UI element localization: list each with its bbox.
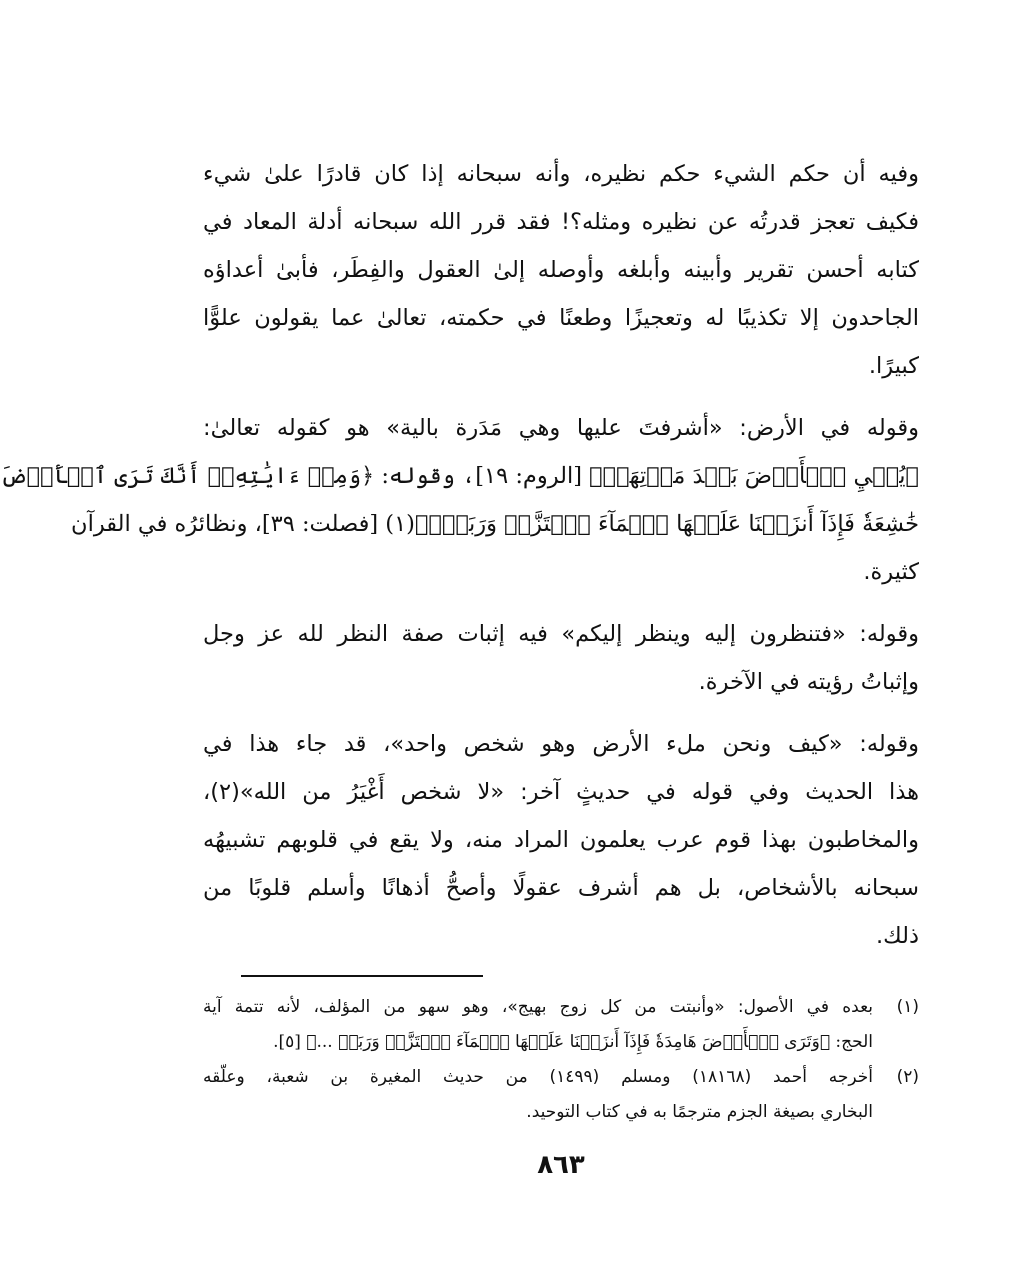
footnote-line: البخاري بصيغة الجزم مترجمًا به في كتاب التوحيد.	[526, 1102, 873, 1122]
footnote-number: (٢)	[896, 1067, 919, 1087]
text-line: وإثباتُ رؤيته في الآخرة.	[698, 669, 919, 695]
text-line: والمخاطبون بهذا قوم عرب يعلمون المراد منه، ولا يقع في قلوبهم تشبيهُه	[203, 827, 919, 853]
paragraph-2	[0, 404, 919, 596]
text-line: كبيرًا.	[868, 353, 919, 379]
quran-verse-line: ﴿يُحۡيِ ٱلۡأَرۡضَ بَعۡدَ مَوۡتِهَآۚ﴾ [الروم: ١٩]، وقوله: ﴿وَمِنۡ ءَايَٰتِهِۦٓ أَنَّكَ تَرَى ٱلۡأَرۡضَ	[0, 463, 919, 489]
text-line: كثيرة.	[863, 559, 919, 585]
text-line: وقوله في الأرض: «أشرفتَ عليها وهي مَدَرة بالية» هو كقوله تعالىٰ:	[203, 415, 919, 441]
footnote-1	[203, 990, 919, 1060]
text-line: سبحانه بالأشخاص، بل هم أشرف عقولًا وأصحُّ أذهانًا وأسلم قلوبًا من	[203, 875, 919, 901]
text-line: وقوله: «فتنظرون إليه وينظر إليكم» فيه إثبات صفة النظر لله عز وجل	[203, 621, 919, 647]
text-line: هذا الحديث وفي قوله في حديثٍ آخر: «لا شخص أَغْيَرُ من الله»(٢)،	[203, 779, 919, 805]
page-number: ٨٦٣	[537, 1150, 585, 1180]
footnote-line: أخرجه أحمد (١٨١٦٨) ومسلم (١٤٩٩) من حديث المغيرة بن شعبة، وعلّقه	[203, 1067, 873, 1087]
text-line: وفيه أن حكم الشيء حكم نظيره، وأنه سبحانه إذا كان قادرًا علىٰ شيء	[203, 161, 919, 187]
main-text	[0, 150, 919, 974]
footnote-line: بعده في الأصول: «وأنبتت من كل زوج بهيج»، وهو سهو من المؤلف، لأنه تتمة آية	[203, 997, 873, 1017]
footnote-line: الحج: ﴿وَتَرَى ٱلۡأَرۡضَ هَامِدَةٗ فَإِذَآ أَنزَلۡنَا عَلَيۡهَا ٱلۡمَآءَ ٱهۡتَزَّتۡ وَرَبَتۡ ...﴾ [٥].	[273, 1032, 873, 1052]
footnote-2	[203, 1060, 919, 1130]
footnotes	[203, 990, 919, 1130]
paragraph-1	[203, 150, 919, 390]
text-line: كتابه أحسن تقرير وأبينه وأبلغه وأوصله إلىٰ العقول والفِطَر، فأبىٰ أعداؤه	[203, 257, 919, 283]
paragraph-3	[203, 610, 919, 706]
text-line: ذلك.	[876, 923, 919, 949]
text-line: فكيف تعجز قدرتُه عن نظيره ومثله؟! فقد قرر الله سبحانه أدلة المعاد في	[203, 209, 919, 235]
paragraph-4	[203, 720, 919, 960]
quran-verse-line: خَٰشِعَةٗ فَإِذَآ أَنزَلۡنَا عَلَيۡهَا ٱلۡمَآءَ ٱهۡتَزَّتۡ وَرَبَتۡۚ﴾(١) [فصلت: ٣٩]، ونظائرُه في القرآن	[71, 511, 919, 537]
text-line: الجاحدون إلا تكذيبًا له وتعجيزًا وطعنًا في حكمته، تعالىٰ عما يقولون علوًّا	[203, 305, 919, 331]
text-line: وقوله: «كيف ونحن ملء الأرض وهو شخص واحد»، قد جاء هذا في	[203, 731, 919, 757]
footnote-number: (١)	[896, 997, 919, 1017]
footnote-divider	[241, 975, 483, 977]
